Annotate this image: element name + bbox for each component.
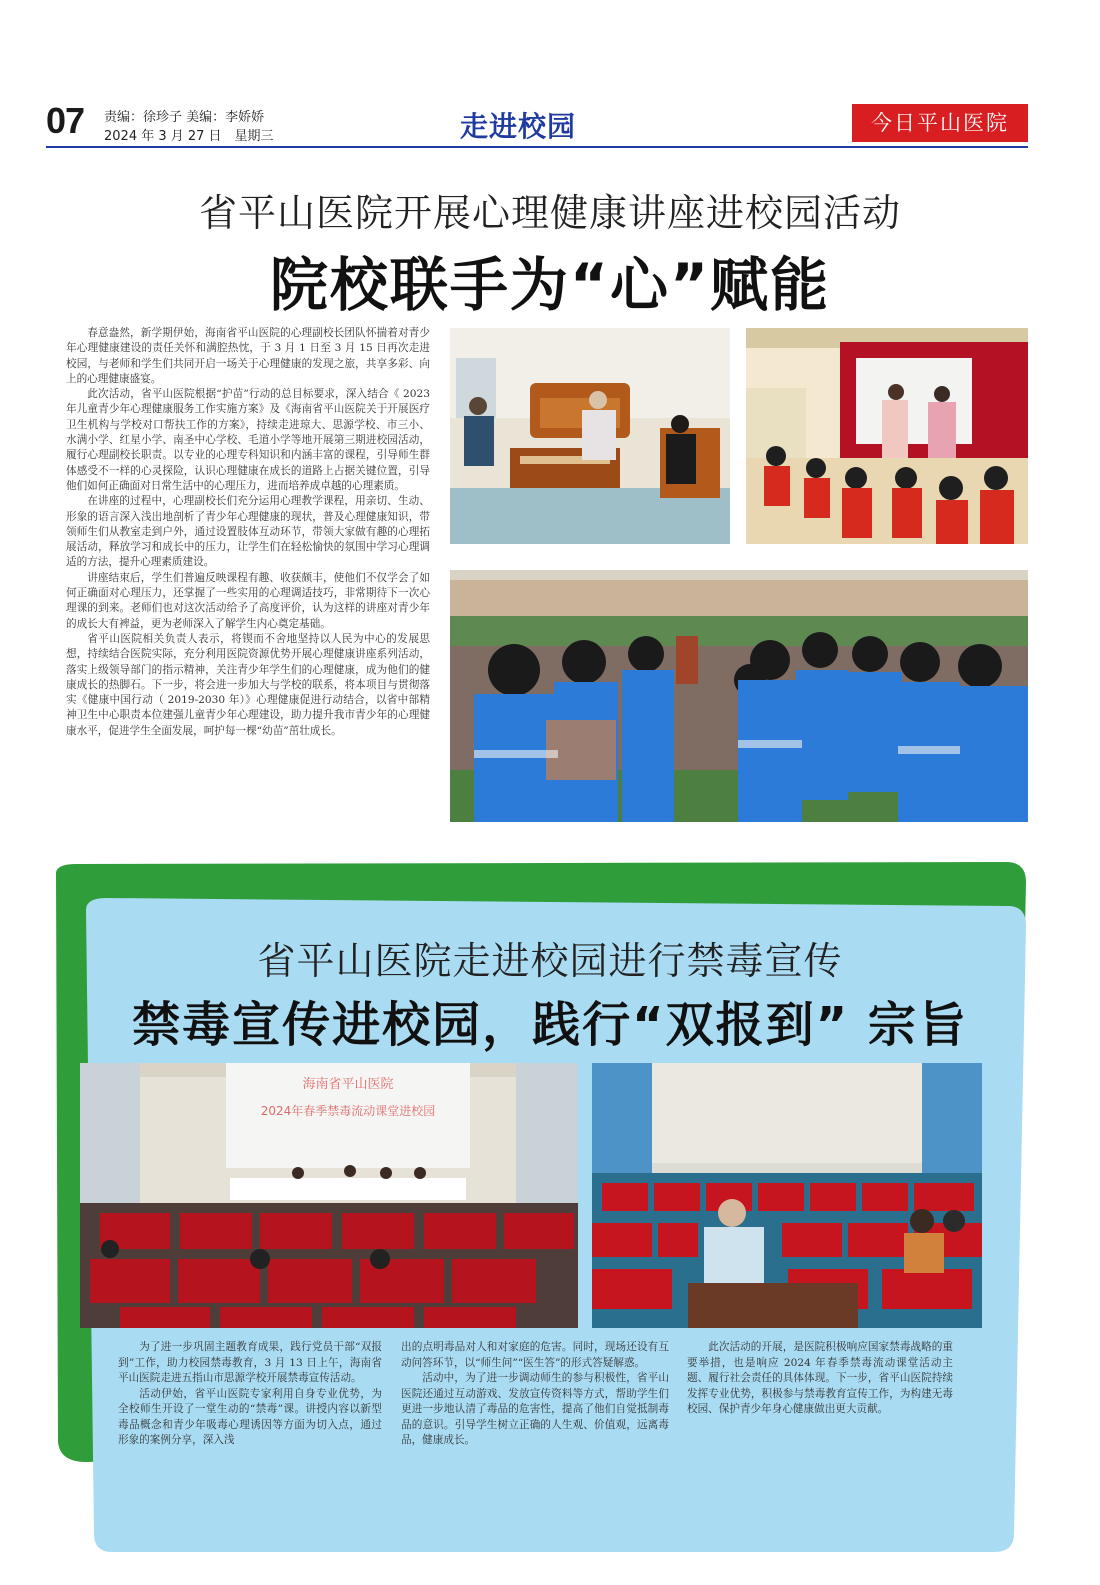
- banner-line2: 2024年春季禁毒流动课堂进校园: [260, 1104, 436, 1118]
- article2-paragraph: 出的点明毒品对人和对家庭的危害。同时，现场还设有互动问答环节，以“师生问”“医生答”的形式答疑解惑。: [401, 1341, 669, 1369]
- photo-outdoor-assembly: [450, 570, 1028, 822]
- photo-counseling-room: [450, 328, 730, 544]
- article2-title: 省平山医院走进校园进行禁毒宣传: [257, 939, 843, 983]
- editors-line: 责编：徐珍子 美编：李娇娇: [104, 110, 265, 125]
- article2-column-3: [687, 1340, 953, 1418]
- article1-paragraph: 省平山医院相关负责人表示，将锲而不舍地坚持以人民为中心的发展思想，持续结合医院实际，充分利用医院资源优势开展心理健康讲座系列活动，落实上级领导部门的指示精神，关注青少年学生们的心理健康，成为他们的健康成长的热脚石。下一步，将会进一步加大与学校的联系，将本项目与贯彻落实《健康中国行动（ 2019-2030 年）》心理健康促进行动结合，以省中部精神卫生中心职责本位建强儿童青少年心理建设，助力提升我市青少年的心理健康水平，促进学生全面发展，呵护每一棵“幼苗”茁壮成长。: [66, 632, 430, 737]
- section-title: 走进校园: [460, 110, 577, 143]
- issue-date: 2024 年 3 月 27 日 星期三: [104, 129, 274, 144]
- article1-paragraph: 讲座结束后，学生们普遍反映课程有趣、收获颇丰，使他们不仅学会了如何正确面对心理压力，还掌握了一些实用的心理调适技巧，非常期待下一次心理课的到来。老师们也对这次活动给予了高度评价，认为这样的讲座对青少年的成长大有裨益，更为老师深入了解学生内心奠定基础。: [66, 571, 430, 630]
- article2-paragraph: 此次活动的开展，是医院积极响应国家禁毒战略的重要举措，也是响应 2024 年春季禁毒流动课堂活动主题、履行社会责任的具体体现。下一步，省平山医院持续发挥专业优势，积极参与禁毒教育宣传工作，为构建无毒校园、保护青少年身心健康做出更大贡献。: [687, 1341, 953, 1415]
- article2-paragraph: 活动中，为了进一步调动师生的参与积极性，省平山医院还通过互动游戏、发放宣传资料等方式，帮助学生们更进一步地认清了毒品的危害性，提高了他们自觉抵制毒品的意识。引导学生树立正确的人生观、价值观，远离毒品，健康成长。: [401, 1372, 669, 1446]
- article2-column-2: [401, 1340, 669, 1449]
- photo-classroom-lecture: [746, 328, 1028, 544]
- article1-paragraph: 此次活动，省平山医院根据“护苗”行动的总目标要求，深入结合《 2023 年儿童青少年心理健康服务工作实施方案》及《海南省平山医院关于开展医疗卫生机构与学校对口帮扶工作的方案》，持续走进琼大、思源学校、市三小、水满小学、红星小学、南圣中心学校、毛道小学等地开展第三期进校园活动，履行心理副校长职责。以专业的心理专科知识和内涵丰富的课程，引导师生群体感受不一样的心灵探险，认识心理健康在成长的道路上占据关键位置，引导他们如何正确面对日常生活中的心理压力，进而培养成卓越的心理素质。: [66, 388, 430, 492]
- photo-audience-hall: [592, 1063, 982, 1328]
- article2-headline: 禁毒宣传进校园，践行“双报到” 宗旨: [132, 997, 968, 1053]
- article1-paragraph: 在讲座的过程中，心理副校长们充分运用心理教学课程，用亲切、生动、形象的语言深入浅出地剖析了青少年心理健康的现状，普及心理健康知识，带领师生们从教室走到户外，通过设置肢体互动环节，带领大家做有趣的心理拓展活动，释放学习和成长中的压力，让学生们在轻松愉快的氛围中学习心理调适的方法，提升心理素质建设。: [66, 495, 430, 569]
- article1-headline: 院校联手为“心”赋能: [269, 251, 831, 319]
- photo-auditorium-stage: [80, 1063, 578, 1328]
- article1-body: [66, 326, 430, 739]
- article1-title: 省平山医院开展心理健康讲座进校园活动: [198, 191, 901, 235]
- header-rule: [46, 146, 1028, 148]
- article2-paragraph: 为了进一步巩固主题教育成果，践行党员干部“双报到”工作，助力校园禁毒教育，3 月 13 日上午，海南省平山医院走进五指山市思源学校开展禁毒宣传活动。: [118, 1341, 382, 1384]
- article2-column-1: [118, 1340, 382, 1449]
- article2-paragraph: 活动伊始，省平山医院专家利用自身专业优势，为全校师生开设了一堂生动的“禁毒”课。讲授内容以新型毒品概念和青少年吸毒心理诱因等方面为切入点，通过形象的案例分享，深入浅: [118, 1387, 382, 1446]
- page-number: 07: [46, 100, 85, 141]
- newspaper-brand: 今日平山医院: [852, 104, 1028, 142]
- article1-paragraph: 春意盎然，新学期伊始，海南省平山医院的心理副校长团队怀揣着对青少年心理健康建设的责任关怀和满腔热忱，于 3 月 1 日至 3 月 15 日再次走进校园，与老师和学生们共同开启一场关于心理健康的发现之旅，共享多彩、向上的心理健康盛宴。: [66, 327, 430, 385]
- banner-line1: 海南省平山医院: [302, 1077, 394, 1092]
